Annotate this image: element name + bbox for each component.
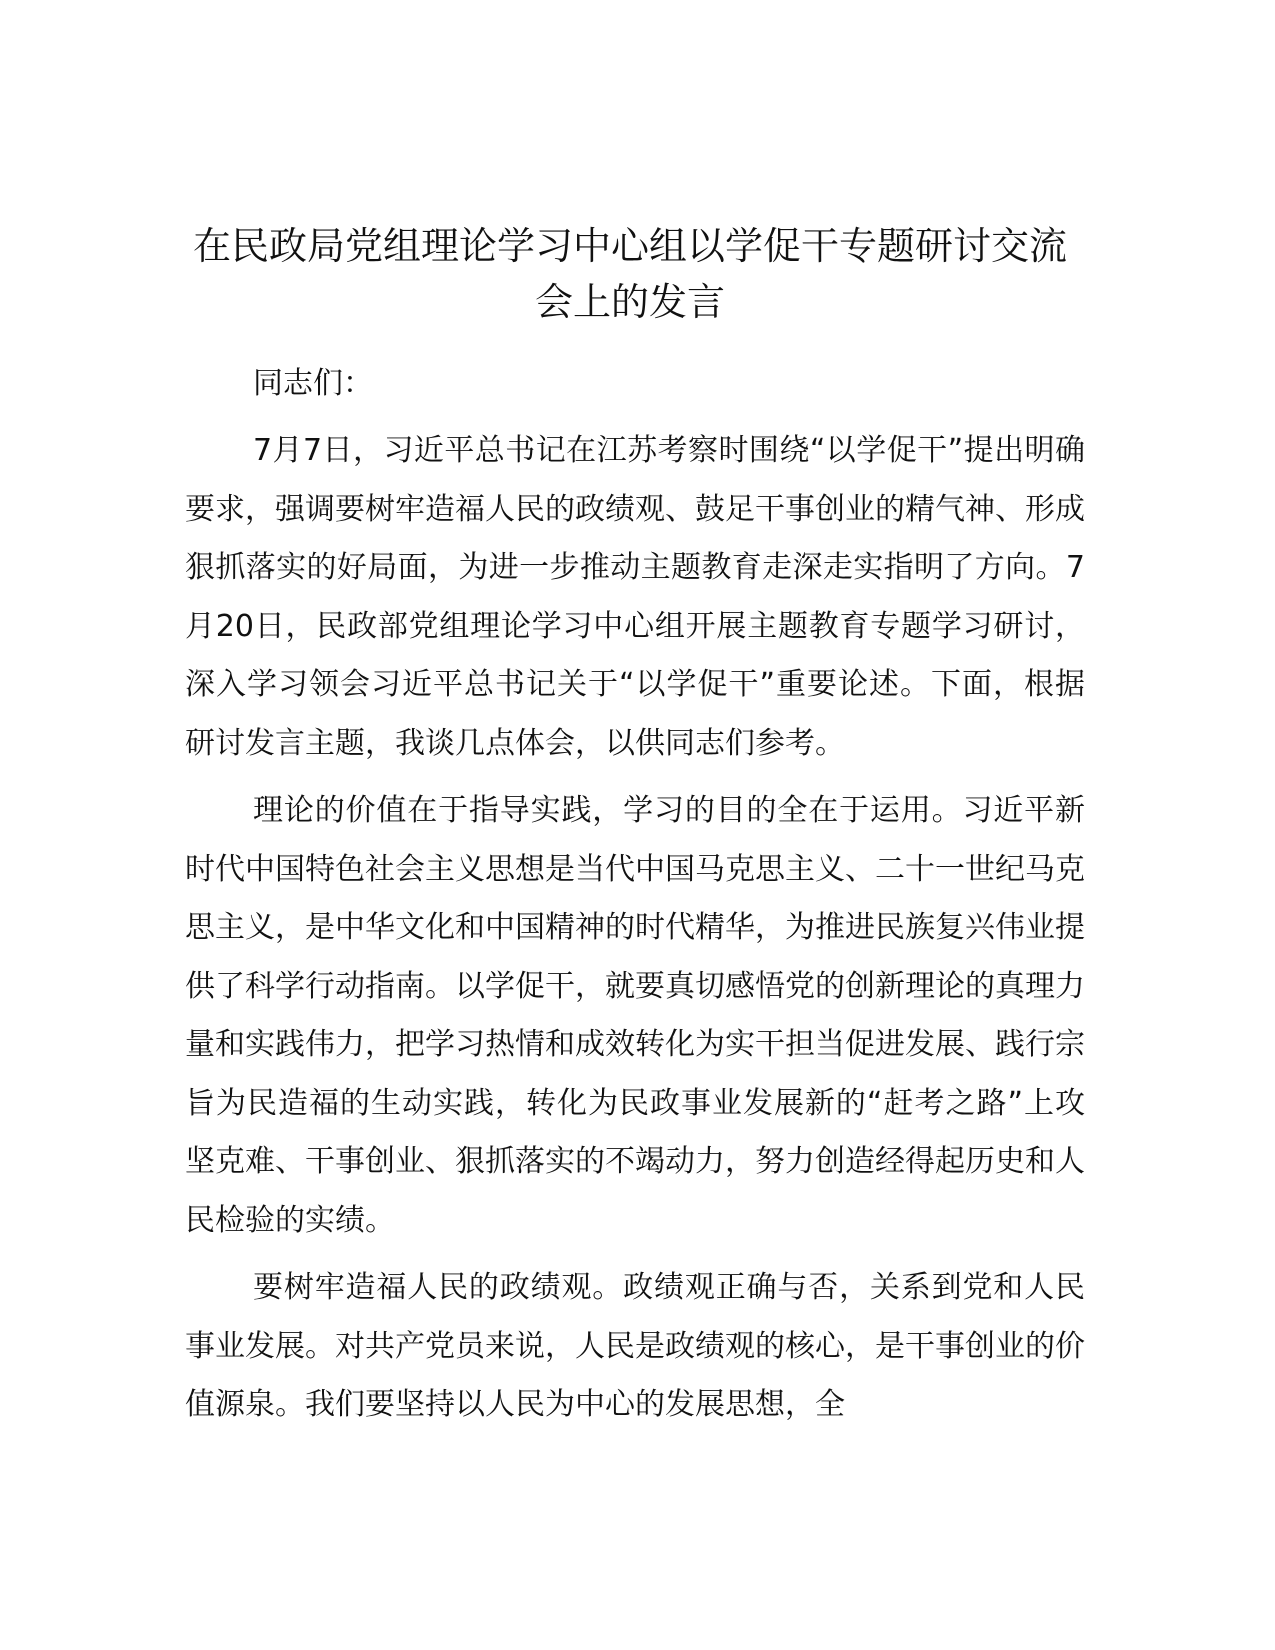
paragraph-intro: 7月7日，习近平总书记在江苏考察时围绕“以学促干”提出明确要求，强调要树牢造福人民的政绩观、鼓足干事创业的精气神、形成狠抓落实的好局面，为进一步推动主题教育走深走实指明了方向。7月20日，民政部党组理论学习中心组开展主题教育专题学习研讨，深入学习领会习近平总书记关于“以学促干”重要论述。下面，根据研讨发言主题，我谈几点体会，以供同志们参考。 (185, 433, 1085, 761)
paragraph-achievement-view: 要树牢造福人民的政绩观。政绩观正确与否，关系到党和人民事业发展。对共产党员来说，人民是政绩观的核心，是干事创业的价值源泉。我们要坚持以人民为中心的发展思想，全 (185, 1270, 1085, 1422)
document-title: 在民政局党组理论学习中心组以学促干专题研讨交流会上的发言 (192, 224, 1067, 324)
paragraph-theory: 理论的价值在于指导实践，学习的目的全在于运用。习近平新时代中国特色社会主义思想是当代中国马克思主义、二十一世纪马克思主义，是中华文化和中国精神的时代精华，为推进民族复兴伟业提供了科学行动指南。以学促干，就要真切感悟党的创新理论的真理力量和实践伟力，把学习热情和成效转化为实干担当促进发展、践行宗旨为民造福的生动实践，转化为民政事业发展新的“赶考之路”上攻坚克难、干事创业、狠抓落实的不竭动力，努力创造经得起历史和人民检验的实绩。 (185, 793, 1085, 1238)
document-body (185, 355, 1085, 1444)
salutation: 同志们： (253, 366, 373, 401)
